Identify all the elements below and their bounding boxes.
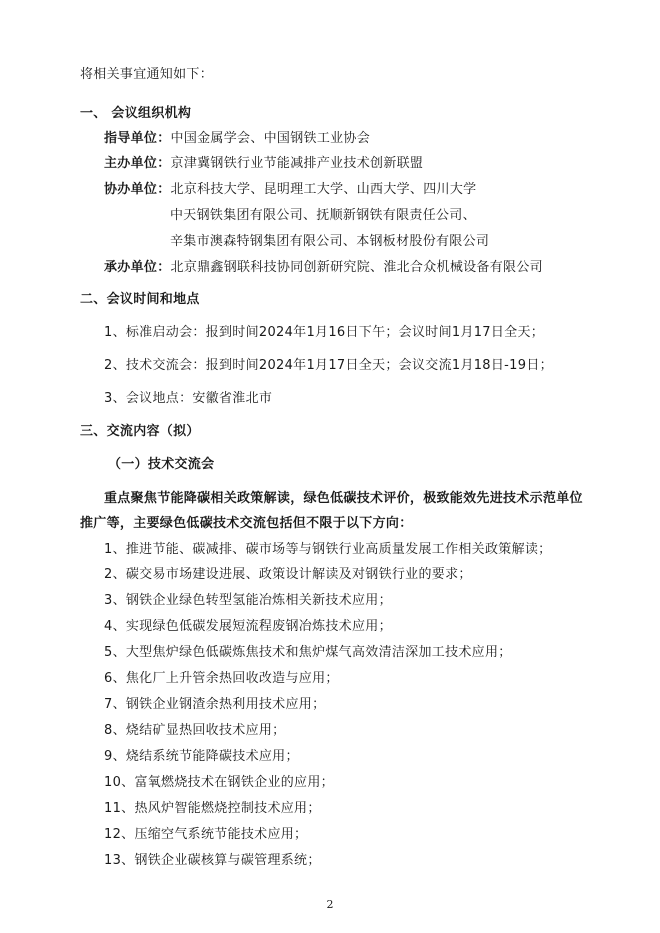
subsection-heading: （一）技术交流会: [108, 457, 215, 472]
co-unit-row: [104, 181, 476, 199]
co-unit-line-1: 北京科技大学、昆明理工大学、山西大学、四川大学: [170, 182, 477, 197]
schedule-item-2: 2、技术交流会：报到时间2024年1月17日全天；会议交流1月18日-19日；: [104, 358, 553, 373]
page-number: 2: [326, 898, 334, 911]
focus-line-2: 推广等，主要绿色低碳技术交流包括但不限于以下方向：: [80, 516, 413, 531]
topic-item: 1、推进节能、碳减排、碳市场等与钢铁行业高质量发展工作相关政策解读；: [104, 542, 552, 557]
co-unit-line-2: 中天钢铁集团有限公司、抚顺新钢铁有限责任公司、: [170, 208, 476, 223]
topic-item: 9、烧结系统节能降碳技术应用；: [104, 749, 299, 764]
organizer-unit-label: 承办单位：: [104, 260, 171, 275]
section-1-heading: 一、 会议组织机构: [80, 106, 192, 121]
topic-item: 3、钢铁企业绿色转型氢能冶炼相关新技术应用；: [104, 593, 392, 608]
topic-item: 11、热风炉智能燃烧控制技术应用；: [104, 801, 321, 816]
topic-item: 10、富氧燃烧技术在钢铁企业的应用；: [104, 775, 334, 790]
host-unit-row: [104, 155, 423, 173]
topic-item: 12、压缩空气系统节能技术应用；: [104, 827, 308, 842]
topic-item: 8、烧结矿显热回收技术应用；: [104, 723, 286, 738]
topic-item: 13、钢铁企业碳核算与碳管理系统；: [104, 853, 321, 868]
topic-item: 6、焦化厂上升管余热回收改造与应用；: [104, 671, 339, 686]
co-unit-label: 协办单位：: [104, 182, 171, 197]
host-unit-value: 京津冀钢铁行业节能减排产业技术创新联盟: [170, 156, 424, 171]
topic-item: 7、钢铁企业钢渣余热利用技术应用；: [104, 697, 326, 712]
schedule-item-3: 3、会议地点：安徽省淮北市: [104, 391, 273, 406]
schedule-item-1: 1、标准启动会：报到时间2024年1月16日下午；会议时间1月17日全天；: [104, 325, 545, 340]
guide-unit-row: [104, 130, 370, 148]
guide-unit-value: 中国金属学会、中国钢铁工业协会: [170, 131, 371, 146]
topic-item: 5、大型焦炉绿色低碳炼焦技术和焦炉煤气高效清洁深加工技术应用；: [104, 645, 512, 660]
topic-item: 4、实现绿色低碳发展短流程废钢冶炼技术应用；: [104, 619, 392, 634]
co-unit-line-3: 辛集市澳森特钢集团有限公司、本钢板材股份有限公司: [170, 234, 490, 249]
topic-item: 2、碳交易市场建设进展、政策设计解读及对钢铁行业的要求；: [104, 567, 472, 582]
host-unit-label: 主办单位：: [104, 156, 171, 171]
organizer-unit-row: [104, 259, 543, 277]
section-3-heading: 三、交流内容（拟）: [80, 424, 200, 439]
intro-text: 将相关事宜通知如下：: [80, 67, 214, 82]
guide-unit-label: 指导单位：: [104, 131, 171, 146]
section-2-heading: 二、会议时间和地点: [80, 292, 200, 307]
focus-line-1: 重点聚焦节能降碳相关政策解读，绿色低碳技术评价，极致能效先进技术示范单位: [104, 491, 583, 506]
organizer-unit-value: 北京鼎鑫钢联科技协同创新研究院、淮北合众机械设备有限公司: [170, 260, 543, 275]
